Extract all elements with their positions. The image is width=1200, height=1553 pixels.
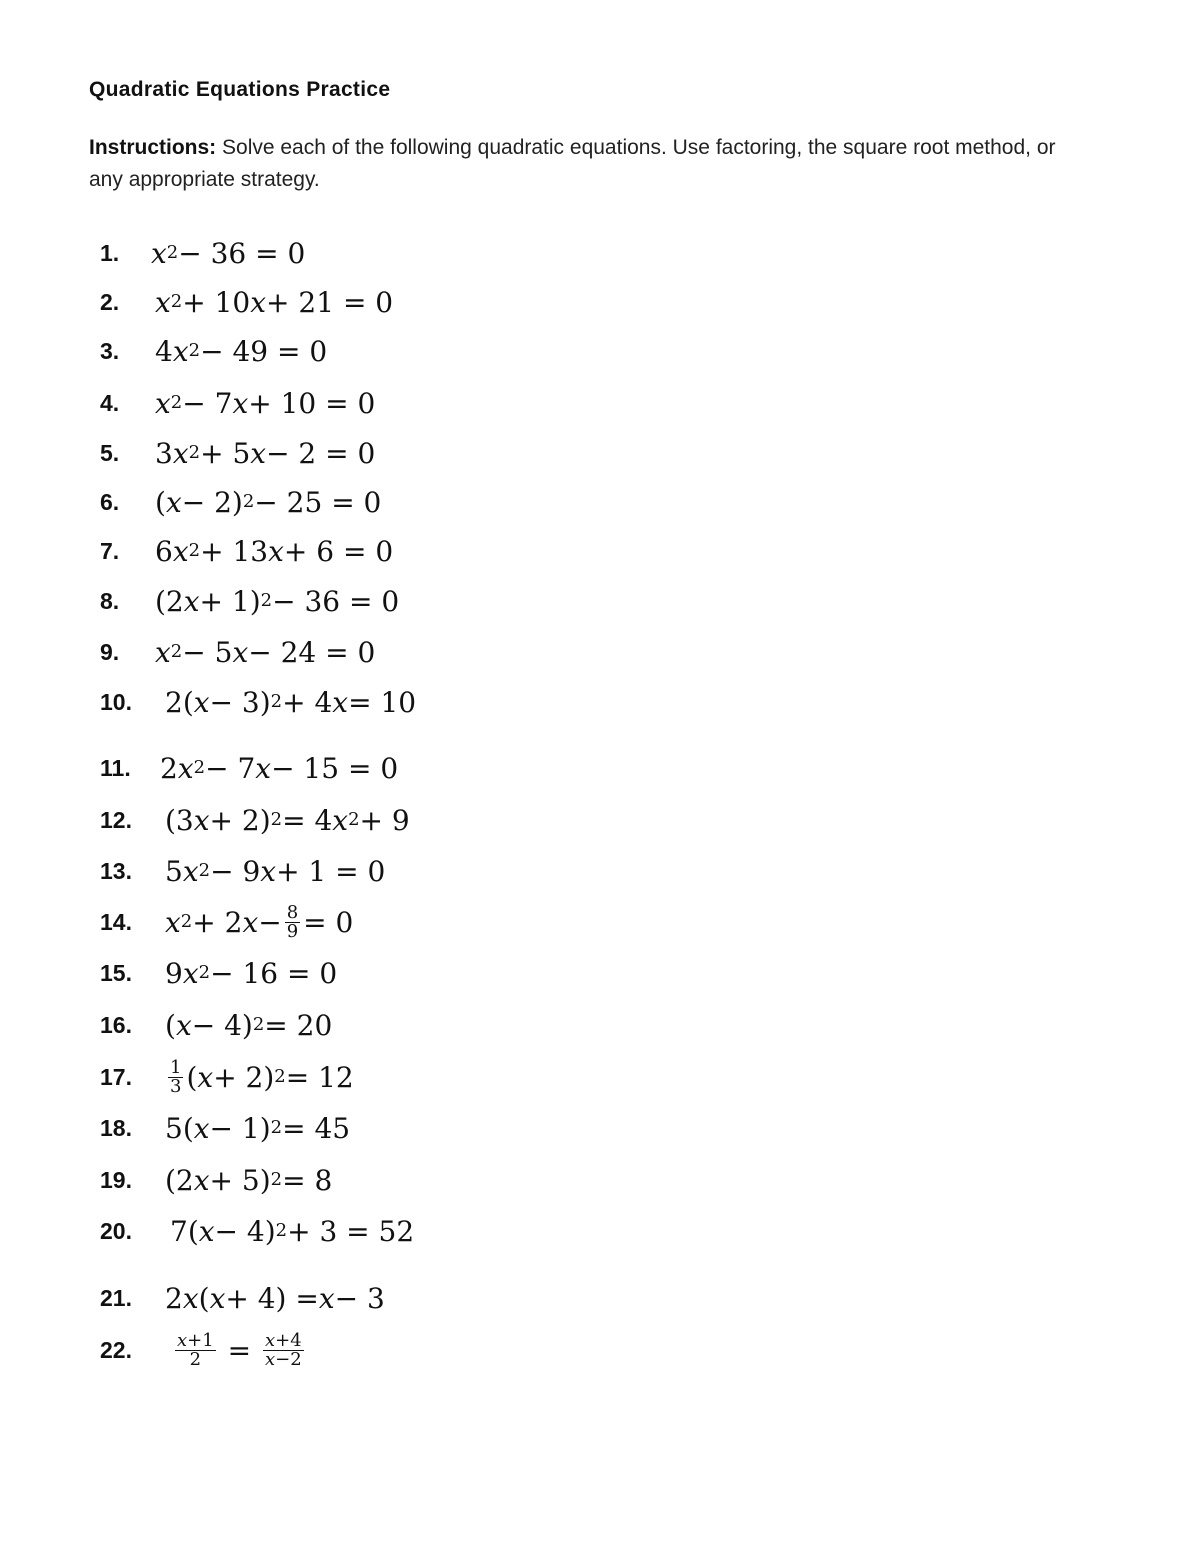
problem-number: 16. (100, 1011, 132, 1038)
problem-item (100, 433, 119, 473)
problem-item (100, 1160, 132, 1200)
problem-number: 13. (100, 857, 132, 884)
instructions (89, 132, 1089, 196)
problem-item (100, 331, 119, 371)
problem-equation: $\frac{1}{3}$ ( x + 2) 2 = 12 (170, 1056, 354, 1097)
problem-number: 1. (100, 239, 120, 266)
problem-item (100, 233, 119, 273)
problem-item (100, 748, 131, 788)
problem-number: 7. (100, 537, 120, 564)
problem-equation: 6 x 2 + 13 x + 6 = 0 (155, 534, 394, 568)
problem-equation: 4 x 2 − 49 = 0 (155, 334, 328, 368)
problem-number: 14. (100, 908, 132, 935)
problem-item (100, 1108, 132, 1148)
problem-item (100, 953, 132, 993)
problem-item (100, 531, 119, 571)
problem-equation: x 2 + 10 x + 21 = 0 (155, 285, 394, 319)
problem-number: 6. (100, 488, 120, 515)
problem-number: 9. (100, 638, 120, 665)
problem-number: 22. (100, 1336, 132, 1363)
problem-number: 21. (100, 1284, 132, 1311)
problem-item (100, 682, 132, 722)
problem-number: 17. (100, 1063, 132, 1090)
problem-number: 19. (100, 1166, 132, 1193)
problem-number: 20. (100, 1217, 132, 1244)
problem-number: 18. (100, 1114, 132, 1141)
problem-item (100, 902, 132, 942)
problem-number: 5. (100, 439, 120, 466)
problem-equation: 2 x ( x + 4) = x − 3 (165, 1281, 385, 1315)
problem-item (100, 632, 119, 672)
problem-equation: (3 x + 2) 2 = 4 x 2 + 9 (165, 803, 410, 837)
problem-equation: ( x − 2) 2 − 25 = 0 (155, 485, 382, 519)
problem-equation: x 2 − 5 x − 24 = 0 (155, 635, 376, 669)
problem-number: 4. (100, 389, 120, 416)
problem-equation: 5 x 2 − 9 x + 1 = 0 (165, 854, 386, 888)
problem-item (100, 851, 132, 891)
problem-equation: (2 x + 5) 2 = 8 (165, 1163, 333, 1197)
problem-number: 15. (100, 959, 132, 986)
problem-equation: 3 x 2 + 5 x − 2 = 0 (155, 436, 376, 470)
instructions-text: Solve each of the following quadratic equations. Use factoring, the square root method, or any appropriate strategy. (89, 136, 1056, 191)
problem-number: 8. (100, 587, 120, 614)
problem-number: 12. (100, 806, 132, 833)
problem-item (100, 1211, 132, 1251)
problem-number: 10. (100, 688, 132, 715)
problem-equation: 2( x − 3) 2 + 4 x = 10 (165, 685, 417, 719)
problem-item (100, 1278, 132, 1318)
problem-item (100, 1005, 132, 1045)
page-title: Quadratic Equations Practice (89, 78, 391, 101)
problem-equation: (2 x + 1) 2 − 36 = 0 (155, 584, 400, 618)
instructions-label: Instructions: (89, 136, 217, 159)
problem-item (100, 482, 119, 522)
problem-item (100, 282, 119, 322)
problem-equation: $\frac{x+1}{2}$ = $\frac{x+4}{x-2}$ (177, 1329, 302, 1370)
problem-equation: 9 x 2 − 16 = 0 (165, 956, 338, 990)
problem-equation: 5( x − 1) 2 = 45 (165, 1111, 351, 1145)
problem-item (100, 1057, 132, 1097)
problem-item (100, 800, 132, 840)
problem-equation: 2 x 2 − 7 x − 15 = 0 (160, 751, 399, 785)
problem-number: 2. (100, 288, 120, 315)
problem-equation: x 2 − 36 = 0 (151, 236, 306, 270)
problem-item (100, 383, 119, 423)
problem-item (100, 1330, 132, 1370)
problem-number: 11. (100, 754, 131, 781)
problem-equation: x 2 − 7 x + 10 = 0 (155, 386, 376, 420)
problem-equation: 7( x − 4) 2 + 3 = 52 (170, 1214, 415, 1248)
problem-item (100, 581, 119, 621)
problem-equation: x 2 + 2 x − $\frac{8}{9}$ = 0 (165, 901, 354, 942)
problem-number: 3. (100, 337, 120, 364)
problem-equation: ( x − 4) 2 = 20 (165, 1008, 333, 1042)
